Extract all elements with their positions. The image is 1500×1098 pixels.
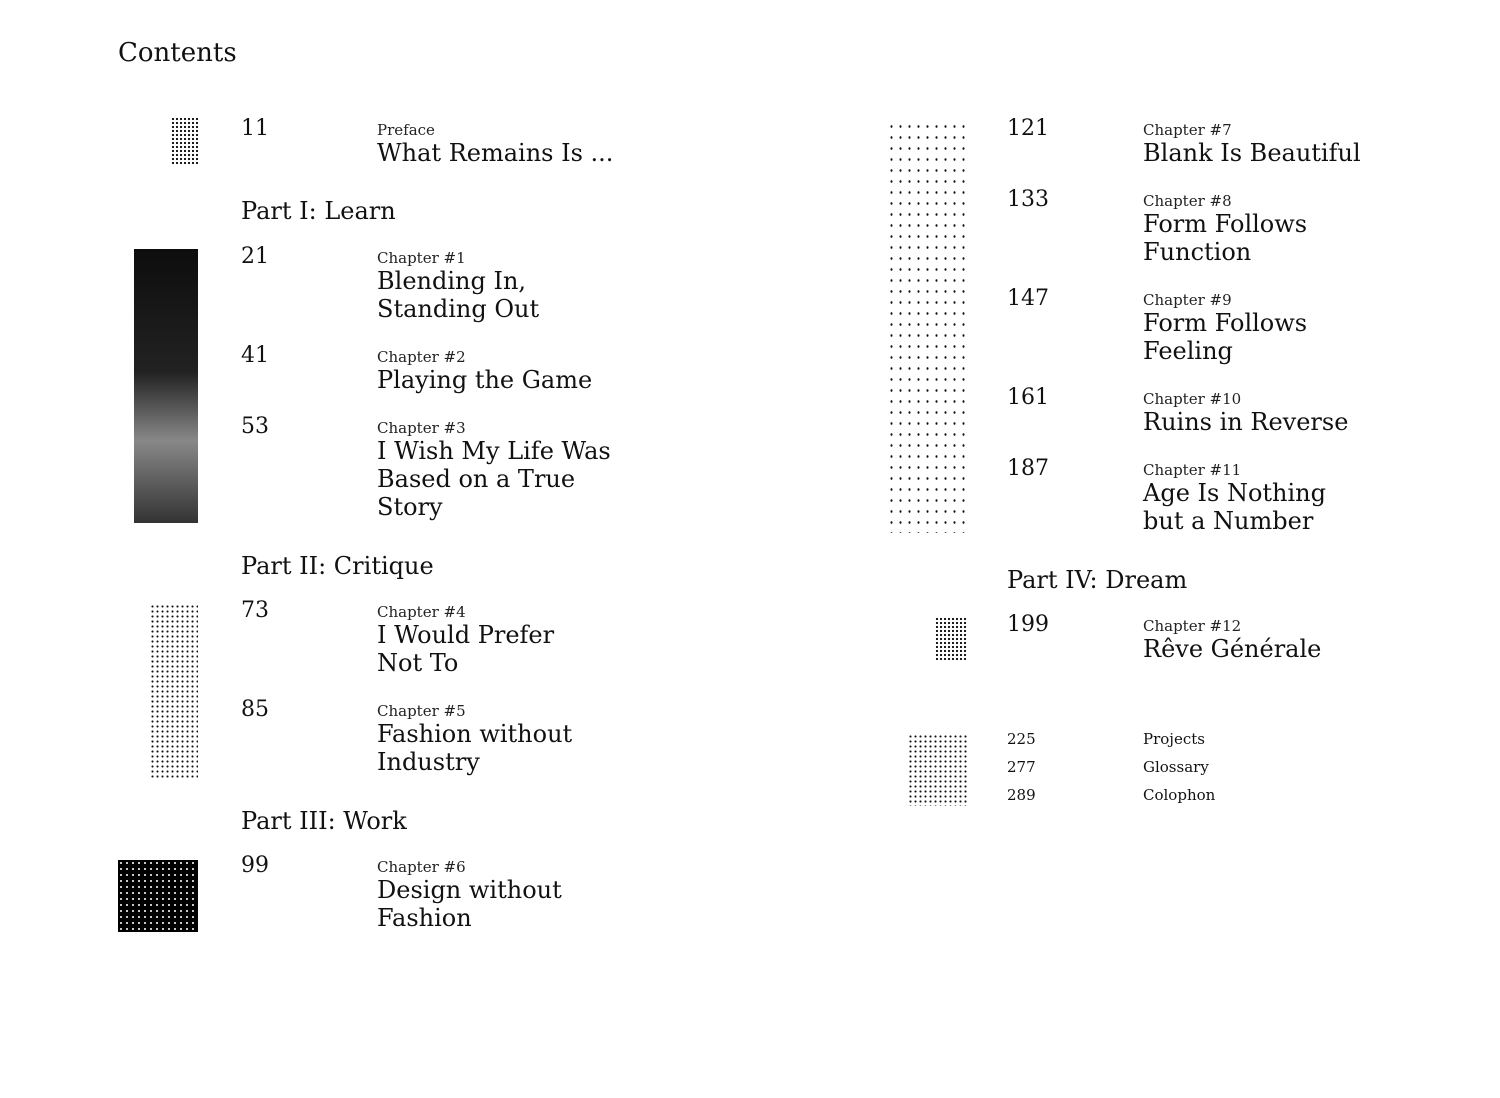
chapter-title-line: Story xyxy=(377,493,443,521)
chapter-title-line: Feeling xyxy=(1143,337,1233,365)
part-1-thumbnail xyxy=(134,249,198,523)
chapter-title-line: Standing Out xyxy=(377,295,540,323)
preface-title: What Remains Is ... xyxy=(377,139,614,167)
chapter-title-line: Form Follows xyxy=(1143,210,1308,238)
chapter-page-number: 41 xyxy=(241,343,269,368)
back-matter-page-number: 289 xyxy=(1007,786,1036,804)
chapter-label: Chapter #1 xyxy=(377,249,466,267)
chapter-label: Chapter #12 xyxy=(1143,617,1242,635)
chapter-title-line: Playing the Game xyxy=(377,366,593,394)
preface-label: Preface xyxy=(377,121,435,139)
chapter-label: Chapter #8 xyxy=(1143,192,1232,210)
part-heading: Part III: Work xyxy=(241,807,407,835)
part-heading: Part II: Critique xyxy=(241,552,434,580)
chapter-title-line: I Wish My Life Was xyxy=(377,437,611,465)
chapter-label: Chapter #10 xyxy=(1143,390,1242,408)
chapter-page-number: 85 xyxy=(241,697,269,722)
back-matter-name: Colophon xyxy=(1143,786,1216,804)
chapter-label: Chapter #11 xyxy=(1143,461,1242,479)
chapter-page-number: 21 xyxy=(241,244,269,269)
chapter-title-line: Rêve Générale xyxy=(1143,635,1322,663)
chapter-page-number: 187 xyxy=(1007,456,1049,481)
part-2-thumbnail xyxy=(150,604,198,780)
part-3-continued-thumbnail xyxy=(887,121,967,533)
back-matter-name: Glossary xyxy=(1143,758,1209,776)
page-title: Contents xyxy=(118,38,237,68)
part-heading: Part IV: Dream xyxy=(1007,566,1188,594)
chapter-title-line: Ruins in Reverse xyxy=(1143,408,1349,436)
chapter-page-number: 53 xyxy=(241,414,269,439)
chapter-title-line: Fashion xyxy=(377,904,472,932)
chapter-label: Chapter #5 xyxy=(377,702,466,720)
chapter-title-line: Fashion without xyxy=(377,720,573,748)
chapter-title-line: Form Follows xyxy=(1143,309,1308,337)
back-matter-name: Projects xyxy=(1143,730,1205,748)
chapter-page-number: 133 xyxy=(1007,187,1049,212)
chapter-title-line: Blending In, xyxy=(377,267,527,295)
chapter-page-number: 99 xyxy=(241,853,269,878)
chapter-title-line: Industry xyxy=(377,748,480,776)
chapter-label: Chapter #6 xyxy=(377,858,466,876)
chapter-title-line: Blank Is Beautiful xyxy=(1143,139,1361,167)
chapter-page-number: 161 xyxy=(1007,385,1049,410)
chapter-page-number: 121 xyxy=(1007,116,1049,141)
chapter-page-number: 147 xyxy=(1007,286,1049,311)
part-3-thumbnail xyxy=(118,860,198,932)
preface-page-number: 11 xyxy=(241,116,269,141)
chapter-title-line: Design without xyxy=(377,876,562,904)
chapter-label: Chapter #4 xyxy=(377,603,466,621)
chapter-label: Chapter #9 xyxy=(1143,291,1232,309)
chapter-title-line: Not To xyxy=(377,649,459,677)
chapter-title-line: Function xyxy=(1143,238,1252,266)
chapter-label: Chapter #3 xyxy=(377,419,466,437)
chapter-title-line: Age Is Nothing xyxy=(1143,479,1326,507)
chapter-title-line: but a Number xyxy=(1143,507,1314,535)
part-4-thumbnail xyxy=(935,617,967,660)
chapter-label: Chapter #2 xyxy=(377,348,466,366)
back-matter-page-number: 277 xyxy=(1007,758,1036,776)
part-heading: Part I: Learn xyxy=(241,197,396,225)
chapter-label: Chapter #7 xyxy=(1143,121,1232,139)
back-matter-thumbnail xyxy=(908,734,967,806)
chapter-title-line: I Would Prefer xyxy=(377,621,555,649)
chapter-page-number: 73 xyxy=(241,598,269,623)
chapter-page-number: 199 xyxy=(1007,612,1049,637)
chapter-title-line: Based on a True xyxy=(377,465,576,493)
preface-thumbnail xyxy=(171,117,198,165)
back-matter-page-number: 225 xyxy=(1007,730,1036,748)
